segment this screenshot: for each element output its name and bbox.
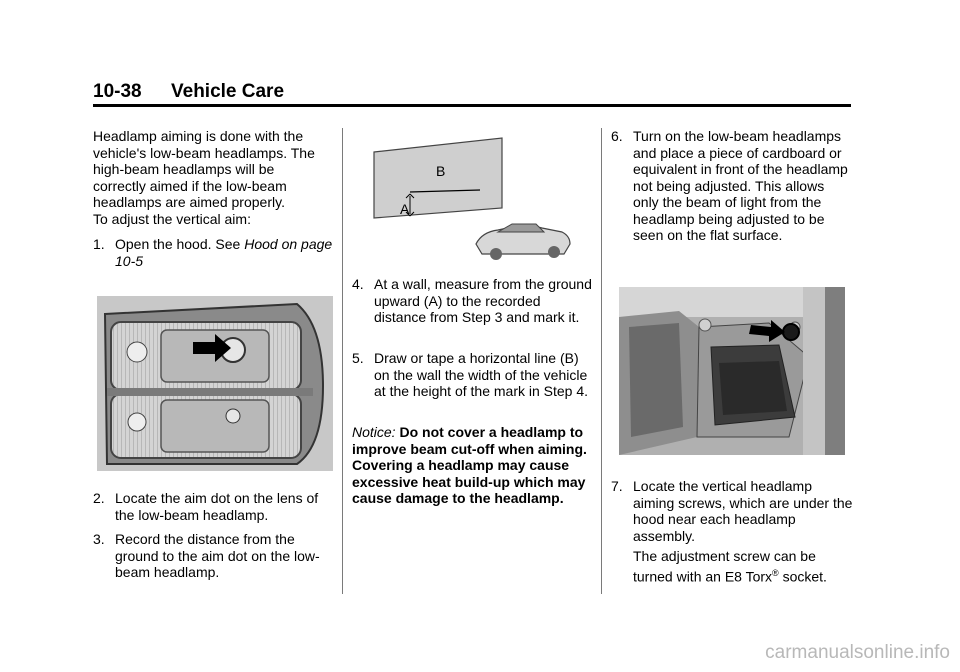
step-number: 6.	[611, 128, 623, 144]
label-b: B	[436, 163, 446, 179]
headlamp-figure	[97, 296, 333, 471]
step-text: Turn on the low-beam headlamps and place a piece of cardboard or equivalent in front of the headlamp not being adjusted. This allows only the beam of light from the headlamp being adjusted to be seen on the flat surface.	[633, 128, 848, 243]
section-title: Vehicle Care	[171, 81, 285, 102]
step-6	[611, 128, 853, 244]
page-number: 10-38	[93, 81, 142, 102]
step-text: At a wall, measure from the ground upward (A) to the recorded distance from Step 3 and mark it.	[374, 276, 592, 325]
step-text: Record the distance from the ground to the aim dot on the low-beam headlamp.	[115, 531, 320, 580]
step-3	[93, 531, 333, 581]
step-text: Locate the aim dot on the lens of the low-beam headlamp.	[115, 490, 319, 523]
wall-measurement-figure	[350, 132, 572, 266]
note-text-end: socket.	[778, 568, 827, 585]
notice-block	[352, 424, 592, 507]
notice-label: Notice:	[352, 424, 396, 440]
step-7	[611, 478, 853, 544]
step-4	[352, 276, 592, 326]
step-2	[93, 490, 333, 523]
step-number: 4.	[352, 276, 364, 292]
registered-mark: ®	[772, 567, 779, 578]
hood-reference-link[interactable]: Hood on page 10-5	[115, 236, 333, 269]
step-number: 2.	[93, 490, 105, 506]
step-5	[352, 350, 592, 400]
aiming-screw-photo	[619, 287, 845, 455]
step-1	[93, 236, 333, 269]
column-divider-1	[342, 128, 343, 594]
step-number: 5.	[352, 350, 364, 366]
step-7-note	[633, 548, 855, 585]
step-text: Open the hood. See	[115, 236, 245, 252]
label-a: A	[400, 201, 410, 217]
step-number: 1.	[93, 236, 105, 252]
adjust-lead: To adjust the vertical aim:	[93, 211, 251, 227]
step-number: 3.	[93, 531, 105, 547]
step-text: Draw or tape a horizontal line (B) on the wall the width of the vehicle at the height of the mark in Step 4.	[374, 350, 589, 399]
step-number: 7.	[611, 478, 623, 494]
watermark: carmanualsonline.info	[765, 642, 950, 663]
notice-text: Do not cover a headlamp to improve beam cut-off when aiming. Covering a headlamp may cause excessive heat build-up which may cause damage to the headlamp.	[352, 424, 587, 506]
step-text: Locate the vertical headlamp aiming screws, which are under the hood near each headlamp assembly.	[633, 478, 853, 544]
note-text: The adjustment screw can be turned with an E8 Torx	[633, 548, 816, 585]
column-divider-2	[601, 128, 602, 594]
intro-paragraph: Headlamp aiming is done with the vehicle's low-beam headlamps. The high-beam headlamps will be correctly aimed if the low-beam headlamps are aimed properly.	[93, 128, 315, 210]
page-header	[93, 78, 851, 107]
